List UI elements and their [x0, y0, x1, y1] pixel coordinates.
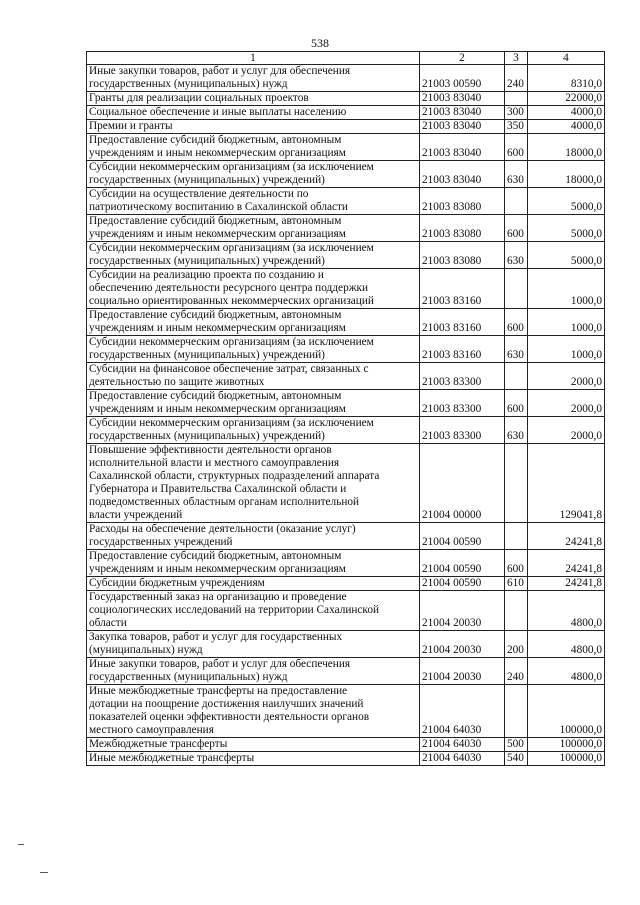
row-code: 21004 20030 — [420, 658, 505, 685]
table-row — [87, 390, 605, 417]
row-type: 240 — [505, 65, 528, 92]
table-row — [87, 215, 605, 242]
table-row — [87, 631, 605, 658]
row-type: 350 — [505, 120, 528, 134]
row-code: 21003 83080 — [420, 242, 505, 269]
row-name: Предоставление субсидий бюджетным, автономным учреждениям и иным некоммерческим организациям — [87, 309, 420, 336]
row-type: 600 — [505, 390, 528, 417]
table-row — [87, 363, 605, 390]
row-code: 21003 83040 — [420, 120, 505, 134]
row-amount: 2000,0 — [528, 363, 605, 390]
row-code: 21003 83300 — [420, 390, 505, 417]
row-type: 600 — [505, 550, 528, 577]
row-type — [505, 92, 528, 106]
table-row — [87, 550, 605, 577]
table-row — [87, 188, 605, 215]
row-amount: 1000,0 — [528, 309, 605, 336]
row-code: 21003 83080 — [420, 215, 505, 242]
row-code: 21003 83040 — [420, 161, 505, 188]
row-amount: 24241,8 — [528, 523, 605, 550]
row-type — [505, 523, 528, 550]
row-type: 240 — [505, 658, 528, 685]
header-col-code: 2 — [420, 52, 505, 65]
row-code: 21004 00590 — [420, 550, 505, 577]
row-name: Субсидии бюджетным учреждениям — [87, 577, 420, 591]
header-col-name: 1 — [87, 52, 420, 65]
row-name: Иные межбюджетные трансферты на предоставление дотации на поощрение достижения наилучших значений показателей оценки эффективности деятельности органов местного самоуправления — [87, 685, 420, 738]
row-code: 21003 83080 — [420, 188, 505, 215]
table-row — [87, 242, 605, 269]
row-type: 610 — [505, 577, 528, 591]
row-code: 21004 64030 — [420, 685, 505, 738]
row-amount: 129041,8 — [528, 444, 605, 523]
table-body — [87, 65, 605, 766]
row-code: 21003 00590 — [420, 65, 505, 92]
row-code: 21003 83040 — [420, 106, 505, 120]
row-amount: 4000,0 — [528, 120, 605, 134]
table-row — [87, 92, 605, 106]
row-name: Субсидии некоммерческим организациям (за исключением государственных (муниципальных) учреждений) — [87, 417, 420, 444]
row-name: Гранты для реализации социальных проектов — [87, 92, 420, 106]
table-row — [87, 269, 605, 309]
row-type: 630 — [505, 336, 528, 363]
row-type: 600 — [505, 215, 528, 242]
row-code: 21004 00000 — [420, 444, 505, 523]
row-code: 21003 83160 — [420, 336, 505, 363]
row-code: 21003 83160 — [420, 309, 505, 336]
row-type: 200 — [505, 631, 528, 658]
row-type: 630 — [505, 242, 528, 269]
row-amount: 5000,0 — [528, 215, 605, 242]
row-type — [505, 188, 528, 215]
row-amount: 100000,0 — [528, 738, 605, 752]
row-type: 630 — [505, 161, 528, 188]
row-type: 600 — [505, 134, 528, 161]
row-amount: 4000,0 — [528, 106, 605, 120]
row-name: Предоставление субсидий бюджетным, автономным учреждениям и иным некоммерческим организациям — [87, 550, 420, 577]
row-name: Предоставление субсидий бюджетным, автономным учреждениям и иным некоммерческим организациям — [87, 215, 420, 242]
row-type — [505, 363, 528, 390]
table-row — [87, 752, 605, 766]
row-type — [505, 444, 528, 523]
table-row — [87, 444, 605, 523]
table-row — [87, 134, 605, 161]
table-row — [87, 120, 605, 134]
row-name: Субсидии на финансовое обеспечение затрат, связанных с деятельностью по защите животных — [87, 363, 420, 390]
row-type: 630 — [505, 417, 528, 444]
row-name: Закупка товаров, работ и услуг для государственных (муниципальных) нужд — [87, 631, 420, 658]
row-type — [505, 685, 528, 738]
row-code: 21003 83160 — [420, 269, 505, 309]
table-row — [87, 658, 605, 685]
row-amount: 24241,8 — [528, 577, 605, 591]
row-code: 21004 20030 — [420, 591, 505, 631]
row-type: 500 — [505, 738, 528, 752]
row-type — [505, 269, 528, 309]
row-name: Субсидии на реализацию проекта по созданию и обеспечению деятельности ресурсного центра поддержки социально ориентированных некоммерческих организаций — [87, 269, 420, 309]
budget-table — [86, 51, 605, 766]
row-amount: 5000,0 — [528, 188, 605, 215]
row-code: 21004 00590 — [420, 523, 505, 550]
row-name: Премии и гранты — [87, 120, 420, 134]
table-row — [87, 591, 605, 631]
row-name: Субсидии на осуществление деятельности по патриотическому воспитанию в Сахалинской области — [87, 188, 420, 215]
row-amount: 1000,0 — [528, 336, 605, 363]
row-code: 21003 83040 — [420, 92, 505, 106]
row-code: 21003 83300 — [420, 417, 505, 444]
header-col-type: 3 — [505, 52, 528, 65]
table-row — [87, 65, 605, 92]
row-name: Расходы на обеспечение деятельности (оказание услуг) государственных учреждений — [87, 523, 420, 550]
table-row — [87, 685, 605, 738]
table-row — [87, 577, 605, 591]
row-amount: 2000,0 — [528, 390, 605, 417]
row-type: 300 — [505, 106, 528, 120]
row-amount: 4800,0 — [528, 658, 605, 685]
row-amount: 8310,0 — [528, 65, 605, 92]
row-amount: 4800,0 — [528, 591, 605, 631]
row-name: Субсидии некоммерческим организациям (за исключением государственных (муниципальных) учреждений) — [87, 161, 420, 188]
row-amount: 100000,0 — [528, 752, 605, 766]
scan-mark — [40, 872, 48, 873]
table-header — [87, 52, 605, 65]
row-code: 21004 20030 — [420, 631, 505, 658]
row-name: Иные межбюджетные трансферты — [87, 752, 420, 766]
row-name: Повышение эффективности деятельности органов исполнительной власти и местного самоуправления Сахалинской области, структурных подразделений аппарата Губернатора и Правительства Сахалинской области и подведомственных областным органам исполнительной власти учреждений — [87, 444, 420, 523]
table-row — [87, 309, 605, 336]
row-amount: 5000,0 — [528, 242, 605, 269]
row-name: Социальное обеспечение и иные выплаты населению — [87, 106, 420, 120]
row-type — [505, 591, 528, 631]
header-col-amount: 4 — [528, 52, 605, 65]
row-amount: 100000,0 — [528, 685, 605, 738]
header-row — [87, 52, 605, 65]
row-name: Предоставление субсидий бюджетным, автономным учреждениям и иным некоммерческим организациям — [87, 390, 420, 417]
row-name: Субсидии некоммерческим организациям (за исключением государственных (муниципальных) учреждений) — [87, 336, 420, 363]
row-name: Иные закупки товаров, работ и услуг для обеспечения государственных (муниципальных) нужд — [87, 658, 420, 685]
row-name: Предоставление субсидий бюджетным, автономным учреждениям и иным некоммерческим организациям — [87, 134, 420, 161]
row-amount: 22000,0 — [528, 92, 605, 106]
row-code: 21004 64030 — [420, 738, 505, 752]
table-row — [87, 417, 605, 444]
table-row — [87, 336, 605, 363]
row-code: 21003 83040 — [420, 134, 505, 161]
page-number: 538 — [311, 36, 329, 50]
row-amount: 18000,0 — [528, 134, 605, 161]
row-amount: 18000,0 — [528, 161, 605, 188]
row-amount: 24241,8 — [528, 550, 605, 577]
row-name: Межбюджетные трансферты — [87, 738, 420, 752]
row-name: Государственный заказ на организацию и проведение социологических исследований на территории Сахалинской области — [87, 591, 420, 631]
row-code: 21004 00590 — [420, 577, 505, 591]
row-amount: 1000,0 — [528, 269, 605, 309]
scan-mark — [18, 844, 24, 845]
row-name: Субсидии некоммерческим организациям (за исключением государственных (муниципальных) учреждений) — [87, 242, 420, 269]
row-amount: 2000,0 — [528, 417, 605, 444]
table-row — [87, 523, 605, 550]
row-name: Иные закупки товаров, работ и услуг для обеспечения государственных (муниципальных) нужд — [87, 65, 420, 92]
row-type: 600 — [505, 309, 528, 336]
row-amount: 4800,0 — [528, 631, 605, 658]
row-code: 21004 64030 — [420, 752, 505, 766]
table-row — [87, 161, 605, 188]
table-row — [87, 106, 605, 120]
row-code: 21003 83300 — [420, 363, 505, 390]
row-type: 540 — [505, 752, 528, 766]
table-row — [87, 738, 605, 752]
